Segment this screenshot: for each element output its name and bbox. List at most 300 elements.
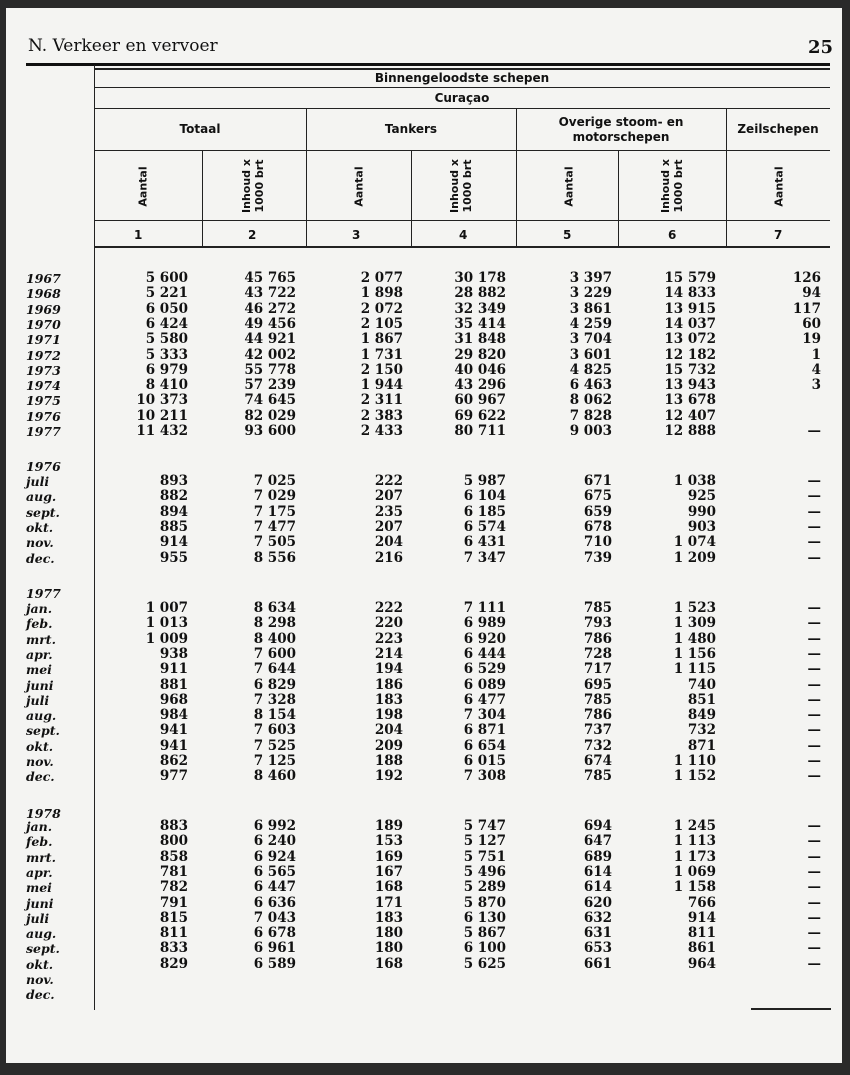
cell-col-2: 6 678 (253, 925, 296, 941)
col-label-aantal-1: Aantal (136, 166, 150, 207)
cell-col-7: — (807, 600, 821, 616)
row-label: feb. (26, 834, 53, 849)
cell-col-3: 2 077 (360, 270, 403, 286)
cell-col-1: 6 050 (145, 301, 188, 317)
row-label: mrt. (26, 632, 56, 647)
cell-col-2: 46 272 (244, 301, 296, 317)
cell-col-6: 14 833 (664, 285, 716, 301)
col-number-3: 3 (352, 228, 361, 242)
cell-col-7: — (807, 519, 821, 535)
cell-col-1: 858 (159, 849, 188, 865)
cell-col-3: 186 (374, 677, 403, 693)
cell-col-7: — (807, 661, 821, 677)
cell-col-3: 216 (374, 550, 403, 566)
cell-col-3: 235 (374, 504, 403, 520)
cell-col-4: 29 820 (454, 347, 506, 363)
cell-col-6: 990 (687, 504, 716, 520)
cell-col-5: 7 828 (569, 408, 612, 424)
table-row (6, 616, 842, 631)
header-zeilschepen: Zeilschepen (737, 122, 819, 136)
cell-col-4: 80 711 (454, 423, 506, 439)
cell-col-7: — (807, 818, 821, 834)
cell-col-2: 49 456 (244, 316, 296, 332)
cell-col-1: 833 (159, 940, 188, 956)
cell-col-4: 60 967 (454, 392, 506, 408)
cell-col-2: 7 525 (253, 738, 296, 754)
col-number-5: 5 (563, 228, 572, 242)
cell-col-4: 7 304 (463, 707, 506, 723)
cell-col-3: 183 (374, 910, 403, 926)
header-rule-1 (94, 68, 830, 70)
cell-col-5: 614 (583, 879, 612, 895)
cell-col-6: 1 209 (673, 550, 716, 566)
cell-col-1: 885 (159, 519, 188, 535)
row-label: okt. (26, 739, 54, 754)
cell-col-7: — (807, 956, 821, 972)
row-label: nov. (26, 754, 54, 769)
cell-col-3: 2 311 (360, 392, 403, 408)
cell-col-4: 6 574 (463, 519, 506, 535)
table-row (6, 972, 842, 987)
table-row (6, 865, 842, 880)
cell-col-2: 7 603 (253, 722, 296, 738)
cell-col-3: 153 (374, 833, 403, 849)
cell-col-5: 694 (583, 818, 612, 834)
cell-col-4: 6 015 (463, 753, 506, 769)
cell-col-1: 911 (159, 661, 188, 677)
table-row (6, 424, 842, 439)
cell-col-4: 7 111 (463, 600, 506, 616)
cell-col-3: 192 (374, 768, 403, 784)
row-label: 1972 (26, 348, 61, 363)
cell-col-6: 1 074 (673, 534, 716, 550)
cell-col-7: — (807, 534, 821, 550)
table-row (6, 348, 842, 363)
cell-col-1: 882 (159, 488, 188, 504)
row-label: okt. (26, 520, 54, 535)
row-label: okt. (26, 957, 54, 972)
group-divider-2 (516, 108, 517, 248)
table-row (6, 896, 842, 911)
cell-col-1: 938 (159, 646, 188, 662)
cell-col-6: 1 152 (673, 768, 716, 784)
table-row (6, 601, 842, 616)
cell-col-6: 14 037 (664, 316, 716, 332)
row-label: dec. (26, 551, 55, 566)
col-label-inhoud-2: Inhoud x 1000 brt (240, 159, 266, 213)
cell-col-5: 8 062 (569, 392, 612, 408)
row-label: jan. (26, 819, 53, 834)
cell-col-2: 6 961 (253, 940, 296, 956)
cell-col-2: 6 565 (253, 864, 296, 880)
cell-col-4: 6 871 (463, 722, 506, 738)
table-row (6, 535, 842, 550)
cell-col-6: 1 158 (673, 879, 716, 895)
cell-col-4: 6 100 (463, 940, 506, 956)
cell-col-2: 6 636 (253, 895, 296, 911)
header-rule-3 (94, 108, 830, 109)
table-row (6, 520, 842, 535)
cell-col-3: 194 (374, 661, 403, 677)
cell-col-5: 732 (583, 738, 612, 754)
cell-col-1: 894 (159, 504, 188, 520)
cell-col-6: 811 (687, 925, 716, 941)
cell-col-2: 7 600 (253, 646, 296, 662)
cell-col-7: — (807, 707, 821, 723)
cell-col-6: 1 113 (673, 833, 716, 849)
cell-col-3: 2 105 (360, 316, 403, 332)
cell-col-6: 1 156 (673, 646, 716, 662)
table-row (6, 926, 842, 941)
cell-col-2: 7 328 (253, 692, 296, 708)
cell-col-5: 728 (583, 646, 612, 662)
cell-col-2: 55 778 (244, 362, 296, 378)
cell-col-6: 13 678 (664, 392, 716, 408)
cell-col-2: 7 505 (253, 534, 296, 550)
row-label: juli (26, 693, 50, 708)
table-row (6, 723, 842, 738)
cell-col-2: 7 175 (253, 504, 296, 520)
cell-col-3: 1 898 (360, 285, 403, 301)
row-label: nov. (26, 535, 54, 550)
cell-col-3: 169 (374, 849, 403, 865)
row-label: nov. (26, 972, 54, 987)
cell-col-6: 851 (687, 692, 716, 708)
cell-col-5: 675 (583, 488, 612, 504)
cell-col-6: 1 480 (673, 631, 716, 647)
cell-col-4: 43 296 (454, 377, 506, 393)
cell-col-7: — (807, 677, 821, 693)
cell-col-1: 881 (159, 677, 188, 693)
cell-col-4: 5 870 (463, 895, 506, 911)
cell-col-1: 914 (159, 534, 188, 550)
row-label: 1974 (26, 378, 61, 393)
cell-col-2: 8 298 (253, 615, 296, 631)
cell-col-2: 6 589 (253, 956, 296, 972)
cell-col-1: 6 979 (145, 362, 188, 378)
cell-col-5: 785 (583, 692, 612, 708)
cell-col-4: 31 848 (454, 331, 506, 347)
table-row (6, 662, 842, 677)
cell-col-4: 5 747 (463, 818, 506, 834)
table-row (6, 332, 842, 347)
cell-col-1: 883 (159, 818, 188, 834)
cell-col-7: — (807, 864, 821, 880)
row-label: juli (26, 474, 50, 489)
cell-col-1: 10 373 (136, 392, 188, 408)
row-label: 1973 (26, 363, 61, 378)
cell-col-3: 207 (374, 519, 403, 535)
cell-col-3: 167 (374, 864, 403, 880)
cell-col-1: 5 333 (145, 347, 188, 363)
cell-col-5: 674 (583, 753, 612, 769)
cell-col-1: 5 600 (145, 270, 188, 286)
cell-col-2: 8 634 (253, 600, 296, 616)
cell-col-3: 204 (374, 722, 403, 738)
cell-col-7: 19 (802, 331, 821, 347)
col-label-aantal-5: Aantal (562, 166, 576, 207)
row-label: sept. (26, 505, 60, 520)
table-row (6, 769, 842, 784)
cell-col-4: 30 178 (454, 270, 506, 286)
cell-col-6: 15 579 (664, 270, 716, 286)
row-label: aug. (26, 489, 57, 504)
cell-col-4: 6 989 (463, 615, 506, 631)
cell-col-3: 2 383 (360, 408, 403, 424)
cell-col-7: — (807, 738, 821, 754)
cell-col-5: 659 (583, 504, 612, 520)
cell-col-5: 632 (583, 910, 612, 926)
cell-col-5: 695 (583, 677, 612, 693)
cell-col-1: 800 (159, 833, 188, 849)
cell-col-3: 204 (374, 534, 403, 550)
cell-col-1: 781 (159, 864, 188, 880)
cell-col-3: 180 (374, 925, 403, 941)
cell-col-4: 5 751 (463, 849, 506, 865)
cell-col-7: — (807, 615, 821, 631)
cell-col-7: — (807, 504, 821, 520)
cell-col-1: 862 (159, 753, 188, 769)
cell-col-3: 1 944 (360, 377, 403, 393)
cell-col-7: 1 (811, 347, 821, 363)
cell-col-5: 661 (583, 956, 612, 972)
cell-col-1: 1 007 (145, 600, 188, 616)
cell-col-5: 4 825 (569, 362, 612, 378)
cell-col-6: 871 (687, 738, 716, 754)
cell-col-2: 7 644 (253, 661, 296, 677)
cell-col-7: — (807, 895, 821, 911)
cell-col-2: 43 722 (244, 285, 296, 301)
cell-col-6: 766 (687, 895, 716, 911)
period-group-label: 1976 (26, 459, 61, 474)
cell-col-3: 1 867 (360, 331, 403, 347)
cell-col-5: 3 704 (569, 331, 612, 347)
table-row (6, 647, 842, 662)
table-row (6, 739, 842, 754)
cell-col-6: 13 915 (664, 301, 716, 317)
cell-col-5: 647 (583, 833, 612, 849)
cell-col-6: 1 309 (673, 615, 716, 631)
col-number-2: 2 (248, 228, 257, 242)
cell-col-7: — (807, 646, 821, 662)
cell-col-6: 15 732 (664, 362, 716, 378)
cell-col-6: 1 069 (673, 864, 716, 880)
cell-col-4: 5 289 (463, 879, 506, 895)
cell-col-4: 6 185 (463, 504, 506, 520)
cell-col-7: — (807, 423, 821, 439)
cell-col-5: 710 (583, 534, 612, 550)
cell-col-7: 126 (792, 270, 821, 286)
cell-col-2: 82 029 (244, 408, 296, 424)
cell-col-7: — (807, 879, 821, 895)
header-rule-6 (94, 246, 830, 248)
cell-col-3: 183 (374, 692, 403, 708)
cell-col-1: 5 580 (145, 331, 188, 347)
cell-col-5: 737 (583, 722, 612, 738)
cell-col-5: 4 259 (569, 316, 612, 332)
table-row (6, 632, 842, 647)
col-number-4: 4 (459, 228, 468, 242)
row-label: jan. (26, 601, 53, 616)
cell-col-2: 6 924 (253, 849, 296, 865)
cell-col-2: 6 240 (253, 833, 296, 849)
cell-col-2: 7 029 (253, 488, 296, 504)
row-label: 1977 (26, 424, 61, 439)
row-label: juni (26, 678, 54, 693)
cell-col-4: 5 625 (463, 956, 506, 972)
cell-col-3: 2 150 (360, 362, 403, 378)
cell-col-1: 984 (159, 707, 188, 723)
cell-col-4: 5 127 (463, 833, 506, 849)
header-curacao: Curaçao (434, 91, 490, 105)
cell-col-3: 2 072 (360, 301, 403, 317)
cell-col-4: 6 431 (463, 534, 506, 550)
cell-col-4: 6 089 (463, 677, 506, 693)
cell-col-6: 925 (687, 488, 716, 504)
col-divider-3 (618, 150, 619, 248)
cell-col-7: 4 (811, 362, 821, 378)
cell-col-3: 189 (374, 818, 403, 834)
cell-col-1: 815 (159, 910, 188, 926)
cell-col-4: 7 308 (463, 768, 506, 784)
cell-col-2: 8 556 (253, 550, 296, 566)
cell-col-6: 964 (687, 956, 716, 972)
cell-col-2: 74 645 (244, 392, 296, 408)
cell-col-1: 791 (159, 895, 188, 911)
cell-col-7: — (807, 768, 821, 784)
cell-col-6: 1 173 (673, 849, 716, 865)
cell-col-4: 69 622 (454, 408, 506, 424)
row-label: juli (26, 911, 50, 926)
cell-col-6: 732 (687, 722, 716, 738)
cell-col-7: — (807, 910, 821, 926)
table-row (6, 474, 842, 489)
cell-col-7: — (807, 692, 821, 708)
col-number-7: 7 (774, 228, 783, 242)
cell-col-6: 1 038 (673, 473, 716, 489)
col-number-6: 6 (668, 228, 677, 242)
cell-col-7: — (807, 631, 821, 647)
cell-col-2: 7 125 (253, 753, 296, 769)
cell-col-1: 968 (159, 692, 188, 708)
table-row (6, 678, 842, 693)
cell-col-6: 13 072 (664, 331, 716, 347)
row-label: mei (26, 880, 52, 895)
row-label: 1975 (26, 393, 61, 408)
cell-col-3: 207 (374, 488, 403, 504)
cell-col-5: 793 (583, 615, 612, 631)
cell-col-3: 220 (374, 615, 403, 631)
row-label: 1970 (26, 317, 61, 332)
cell-col-2: 6 447 (253, 879, 296, 895)
cell-col-4: 6 529 (463, 661, 506, 677)
table-row (6, 941, 842, 956)
header-tankers: Tankers (384, 122, 438, 136)
cell-col-5: 785 (583, 768, 612, 784)
col-label-aantal-3: Aantal (352, 166, 366, 207)
cell-col-2: 6 829 (253, 677, 296, 693)
cell-col-6: 12 888 (664, 423, 716, 439)
cell-col-6: 13 943 (664, 377, 716, 393)
cell-col-2: 6 992 (253, 818, 296, 834)
cell-col-5: 631 (583, 925, 612, 941)
cell-col-1: 5 221 (145, 285, 188, 301)
cell-col-1: 977 (159, 768, 188, 784)
header-binnengeloodste: Binnengeloodste schepen (374, 71, 550, 85)
cell-col-4: 35 414 (454, 316, 506, 332)
row-label: 1968 (26, 286, 61, 301)
cell-col-1: 893 (159, 473, 188, 489)
row-label: apr. (26, 865, 53, 880)
period-group-label: 1977 (26, 586, 61, 601)
cell-col-3: 168 (374, 879, 403, 895)
cell-col-5: 653 (583, 940, 612, 956)
cell-col-2: 8 400 (253, 631, 296, 647)
row-label: aug. (26, 708, 57, 723)
table-row (6, 317, 842, 332)
table-row (6, 271, 842, 286)
cell-col-5: 785 (583, 600, 612, 616)
cell-col-7: 60 (802, 316, 821, 332)
row-label: sept. (26, 941, 60, 956)
table-row (6, 850, 842, 865)
table-row (6, 987, 842, 1002)
col-label-inhoud-6: Inhoud x 1000 brt (659, 159, 685, 213)
row-label: apr. (26, 647, 53, 662)
row-label: dec. (26, 987, 55, 1002)
cell-col-1: 941 (159, 738, 188, 754)
row-label: juni (26, 896, 54, 911)
cell-col-2: 7 025 (253, 473, 296, 489)
cell-col-5: 614 (583, 864, 612, 880)
cell-col-4: 5 867 (463, 925, 506, 941)
cell-col-3: 223 (374, 631, 403, 647)
cell-col-7: 94 (802, 285, 821, 301)
cell-col-6: 12 407 (664, 408, 716, 424)
cell-col-5: 620 (583, 895, 612, 911)
cell-col-1: 11 432 (136, 423, 188, 439)
cell-col-1: 829 (159, 956, 188, 972)
cell-col-1: 941 (159, 722, 188, 738)
cell-col-6: 1 523 (673, 600, 716, 616)
cell-col-1: 1 013 (145, 615, 188, 631)
cell-col-2: 44 921 (244, 331, 296, 347)
cell-col-3: 180 (374, 940, 403, 956)
cell-col-2: 42 002 (244, 347, 296, 363)
cell-col-7: — (807, 940, 821, 956)
cell-col-3: 222 (374, 473, 403, 489)
cell-col-4: 40 046 (454, 362, 506, 378)
cell-col-2: 7 043 (253, 910, 296, 926)
table-row (6, 286, 842, 301)
table-row (6, 505, 842, 520)
cell-col-7: — (807, 925, 821, 941)
table-row (6, 378, 842, 393)
header-overige: Overige stoom- en motorschepen (558, 115, 684, 144)
cell-col-7: 117 (792, 301, 821, 317)
cell-col-4: 28 882 (454, 285, 506, 301)
bottom-rule (751, 1008, 831, 1010)
cell-col-6: 1 110 (673, 753, 716, 769)
cell-col-7: — (807, 550, 821, 566)
cell-col-1: 811 (159, 925, 188, 941)
cell-col-4: 6 444 (463, 646, 506, 662)
cell-col-4: 6 477 (463, 692, 506, 708)
cell-col-5: 6 463 (569, 377, 612, 393)
col-label-aantal-7: Aantal (772, 166, 786, 207)
row-label: 1967 (26, 271, 61, 286)
cell-col-5: 3 601 (569, 347, 612, 363)
